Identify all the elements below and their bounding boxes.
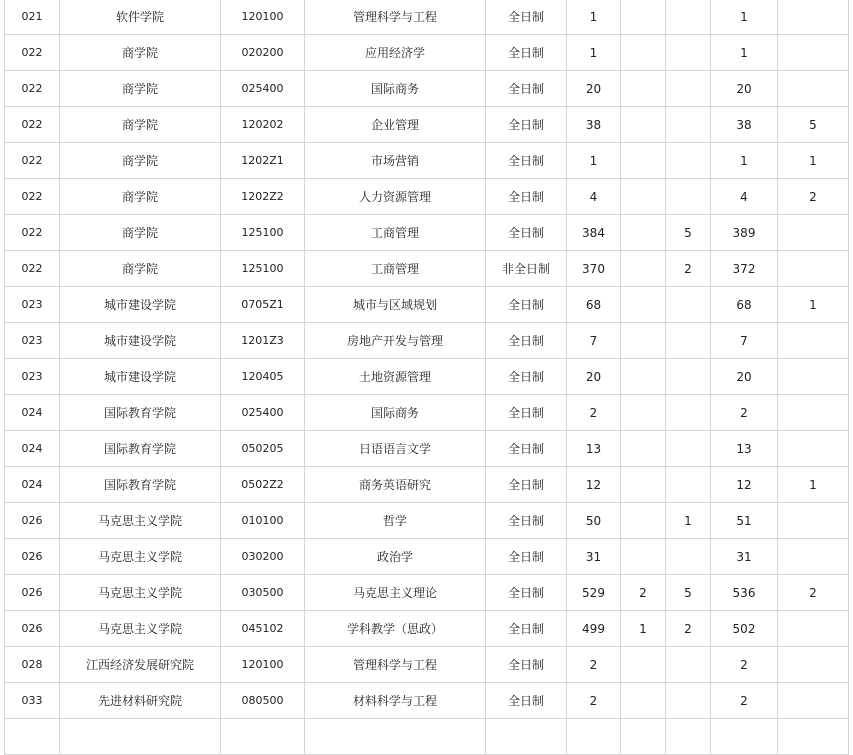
cell-major-code: 125100	[221, 251, 305, 287]
cell-extra	[778, 35, 849, 71]
cell-count-c	[666, 107, 711, 143]
cell-unit-id: 022	[5, 107, 60, 143]
cell-school: 国际教育学院	[60, 431, 221, 467]
cell-unit-id: 022	[5, 71, 60, 107]
cell-total: 51	[711, 503, 778, 539]
cell-school: 城市建设学院	[60, 359, 221, 395]
cell-school: 马克思主义学院	[60, 503, 221, 539]
table-row	[5, 719, 849, 755]
cell-school: 软件学院	[60, 0, 221, 35]
cell-study-mode: 全日制	[486, 359, 567, 395]
cell-unit-id: 026	[5, 503, 60, 539]
cell-unit-id	[5, 719, 60, 755]
cell-study-mode: 全日制	[486, 71, 567, 107]
cell-total: 4	[711, 179, 778, 215]
cell-major-name: 学科教学（思政）	[305, 611, 486, 647]
cell-count-a: 384	[567, 215, 621, 251]
cell-major-name: 应用经济学	[305, 35, 486, 71]
table-row	[5, 503, 849, 539]
cell-unit-id: 028	[5, 647, 60, 683]
cell-major-name: 政治学	[305, 539, 486, 575]
cell-count-c	[666, 683, 711, 719]
cell-unit-id: 026	[5, 611, 60, 647]
cell-unit-id: 022	[5, 143, 60, 179]
cell-count-a: 31	[567, 539, 621, 575]
cell-extra	[778, 215, 849, 251]
admissions-table	[4, 0, 849, 755]
cell-count-a: 2	[567, 395, 621, 431]
cell-count-b	[621, 503, 666, 539]
cell-count-c	[666, 719, 711, 755]
cell-school: 城市建设学院	[60, 287, 221, 323]
cell-extra	[778, 683, 849, 719]
cell-major-name: 市场营销	[305, 143, 486, 179]
cell-extra	[778, 251, 849, 287]
cell-total: 12	[711, 467, 778, 503]
cell-count-c	[666, 539, 711, 575]
cell-extra	[778, 539, 849, 575]
cell-study-mode: 全日制	[486, 467, 567, 503]
cell-count-b	[621, 719, 666, 755]
cell-count-b: 2	[621, 575, 666, 611]
cell-major-code: 125100	[221, 215, 305, 251]
cell-major-name: 哲学	[305, 503, 486, 539]
table-row	[5, 467, 849, 503]
cell-study-mode: 全日制	[486, 215, 567, 251]
cell-count-b	[621, 143, 666, 179]
table-row	[5, 611, 849, 647]
cell-major-name: 城市与区域规划	[305, 287, 486, 323]
table-row	[5, 215, 849, 251]
cell-extra: 2	[778, 575, 849, 611]
cell-unit-id: 024	[5, 395, 60, 431]
cell-total: 20	[711, 359, 778, 395]
cell-study-mode: 全日制	[486, 287, 567, 323]
cell-study-mode: 全日制	[486, 395, 567, 431]
cell-study-mode: 全日制	[486, 179, 567, 215]
cell-major-name: 管理科学与工程	[305, 647, 486, 683]
cell-count-a: 4	[567, 179, 621, 215]
cell-count-a: 1	[567, 35, 621, 71]
cell-study-mode: 全日制	[486, 539, 567, 575]
cell-total: 2	[711, 395, 778, 431]
cell-major-name: 工商管理	[305, 215, 486, 251]
cell-total: 2	[711, 647, 778, 683]
cell-count-b	[621, 71, 666, 107]
cell-study-mode: 全日制	[486, 431, 567, 467]
cell-count-a: 13	[567, 431, 621, 467]
cell-unit-id: 022	[5, 215, 60, 251]
cell-count-a: 2	[567, 647, 621, 683]
cell-major-code	[221, 719, 305, 755]
cell-school: 城市建设学院	[60, 323, 221, 359]
cell-major-name: 管理科学与工程	[305, 0, 486, 35]
table-body	[5, 0, 849, 755]
cell-extra	[778, 395, 849, 431]
cell-count-a: 68	[567, 287, 621, 323]
cell-count-a: 20	[567, 359, 621, 395]
cell-count-b	[621, 0, 666, 35]
table-row	[5, 647, 849, 683]
cell-count-b	[621, 431, 666, 467]
cell-unit-id: 021	[5, 0, 60, 35]
cell-school: 商学院	[60, 35, 221, 71]
cell-count-c	[666, 395, 711, 431]
table-row	[5, 35, 849, 71]
cell-unit-id: 022	[5, 179, 60, 215]
cell-study-mode	[486, 719, 567, 755]
cell-count-a: 38	[567, 107, 621, 143]
cell-major-code: 1201Z3	[221, 323, 305, 359]
cell-major-code: 120202	[221, 107, 305, 143]
cell-major-name: 马克思主义理论	[305, 575, 486, 611]
cell-count-c	[666, 323, 711, 359]
cell-major-code: 0705Z1	[221, 287, 305, 323]
cell-major-code: 020200	[221, 35, 305, 71]
cell-major-code: 010100	[221, 503, 305, 539]
table-row	[5, 251, 849, 287]
cell-school: 国际教育学院	[60, 395, 221, 431]
cell-count-c	[666, 647, 711, 683]
cell-major-name: 国际商务	[305, 71, 486, 107]
cell-total: 502	[711, 611, 778, 647]
cell-extra	[778, 0, 849, 35]
cell-count-b	[621, 647, 666, 683]
cell-major-name: 人力资源管理	[305, 179, 486, 215]
cell-count-c: 1	[666, 503, 711, 539]
cell-school: 商学院	[60, 251, 221, 287]
cell-study-mode: 非全日制	[486, 251, 567, 287]
cell-total: 38	[711, 107, 778, 143]
table-row	[5, 395, 849, 431]
table-row	[5, 431, 849, 467]
cell-count-b	[621, 251, 666, 287]
cell-total: 389	[711, 215, 778, 251]
cell-major-code: 080500	[221, 683, 305, 719]
cell-count-a: 1	[567, 143, 621, 179]
cell-count-a: 529	[567, 575, 621, 611]
cell-count-b	[621, 215, 666, 251]
table-row	[5, 0, 849, 35]
cell-total: 1	[711, 143, 778, 179]
cell-count-c	[666, 0, 711, 35]
cell-unit-id: 023	[5, 323, 60, 359]
cell-total: 1	[711, 35, 778, 71]
cell-unit-id: 023	[5, 287, 60, 323]
cell-count-b: 1	[621, 611, 666, 647]
cell-school: 先进材料研究院	[60, 683, 221, 719]
cell-count-c: 5	[666, 575, 711, 611]
cell-total	[711, 719, 778, 755]
cell-extra	[778, 431, 849, 467]
cell-count-c	[666, 179, 711, 215]
table-row	[5, 179, 849, 215]
cell-major-name: 房地产开发与管理	[305, 323, 486, 359]
cell-count-c	[666, 71, 711, 107]
cell-count-b	[621, 359, 666, 395]
cell-count-c	[666, 467, 711, 503]
cell-study-mode: 全日制	[486, 323, 567, 359]
cell-unit-id: 022	[5, 251, 60, 287]
cell-count-b	[621, 107, 666, 143]
cell-count-c	[666, 287, 711, 323]
cell-extra: 2	[778, 179, 849, 215]
cell-major-name: 工商管理	[305, 251, 486, 287]
cell-study-mode: 全日制	[486, 611, 567, 647]
cell-total: 20	[711, 71, 778, 107]
cell-major-code: 025400	[221, 395, 305, 431]
cell-major-code: 030200	[221, 539, 305, 575]
cell-major-code: 120405	[221, 359, 305, 395]
cell-total: 2	[711, 683, 778, 719]
table-row	[5, 323, 849, 359]
cell-total: 31	[711, 539, 778, 575]
cell-count-c	[666, 431, 711, 467]
table-row	[5, 71, 849, 107]
cell-count-a: 20	[567, 71, 621, 107]
cell-school: 商学院	[60, 215, 221, 251]
cell-major-code: 0502Z2	[221, 467, 305, 503]
cell-major-name: 企业管理	[305, 107, 486, 143]
cell-unit-id: 022	[5, 35, 60, 71]
cell-count-c: 2	[666, 611, 711, 647]
cell-study-mode: 全日制	[486, 503, 567, 539]
cell-unit-id: 024	[5, 467, 60, 503]
cell-school: 马克思主义学院	[60, 575, 221, 611]
cell-major-code: 1202Z2	[221, 179, 305, 215]
table-row	[5, 107, 849, 143]
cell-study-mode: 全日制	[486, 35, 567, 71]
cell-major-code: 050205	[221, 431, 305, 467]
cell-count-c	[666, 143, 711, 179]
table-row	[5, 683, 849, 719]
cell-count-a: 50	[567, 503, 621, 539]
cell-count-b	[621, 683, 666, 719]
cell-school: 马克思主义学院	[60, 539, 221, 575]
table-row	[5, 359, 849, 395]
cell-total: 1	[711, 0, 778, 35]
cell-total: 13	[711, 431, 778, 467]
cell-school: 国际教育学院	[60, 467, 221, 503]
cell-count-b	[621, 467, 666, 503]
cell-study-mode: 全日制	[486, 0, 567, 35]
cell-extra	[778, 323, 849, 359]
cell-total: 372	[711, 251, 778, 287]
cell-major-code: 120100	[221, 647, 305, 683]
cell-extra: 1	[778, 287, 849, 323]
cell-major-name	[305, 719, 486, 755]
cell-total: 536	[711, 575, 778, 611]
cell-count-a: 2	[567, 683, 621, 719]
cell-unit-id: 024	[5, 431, 60, 467]
cell-major-code: 045102	[221, 611, 305, 647]
cell-count-a: 499	[567, 611, 621, 647]
cell-major-code: 120100	[221, 0, 305, 35]
cell-extra	[778, 503, 849, 539]
cell-total: 68	[711, 287, 778, 323]
table-row	[5, 539, 849, 575]
cell-extra	[778, 71, 849, 107]
cell-count-b	[621, 179, 666, 215]
cell-school	[60, 719, 221, 755]
cell-major-name: 材料科学与工程	[305, 683, 486, 719]
cell-school: 马克思主义学院	[60, 611, 221, 647]
cell-extra: 1	[778, 467, 849, 503]
cell-school: 江西经济发展研究院	[60, 647, 221, 683]
cell-count-c	[666, 359, 711, 395]
cell-school: 商学院	[60, 143, 221, 179]
cell-count-a: 370	[567, 251, 621, 287]
cell-major-code: 025400	[221, 71, 305, 107]
cell-unit-id: 033	[5, 683, 60, 719]
cell-count-c: 2	[666, 251, 711, 287]
cell-school: 商学院	[60, 107, 221, 143]
cell-count-a	[567, 719, 621, 755]
cell-extra	[778, 719, 849, 755]
cell-study-mode: 全日制	[486, 107, 567, 143]
cell-major-code: 030500	[221, 575, 305, 611]
cell-count-b	[621, 287, 666, 323]
cell-extra	[778, 359, 849, 395]
cell-count-b	[621, 35, 666, 71]
cell-count-b	[621, 395, 666, 431]
cell-major-code: 1202Z1	[221, 143, 305, 179]
cell-unit-id: 023	[5, 359, 60, 395]
cell-extra: 1	[778, 143, 849, 179]
cell-count-a: 7	[567, 323, 621, 359]
cell-study-mode: 全日制	[486, 647, 567, 683]
cell-extra: 5	[778, 107, 849, 143]
cell-count-b	[621, 539, 666, 575]
cell-school: 商学院	[60, 71, 221, 107]
cell-study-mode: 全日制	[486, 683, 567, 719]
cell-total: 7	[711, 323, 778, 359]
cell-major-name: 日语语言文学	[305, 431, 486, 467]
table-row	[5, 287, 849, 323]
cell-unit-id: 026	[5, 575, 60, 611]
cell-count-c: 5	[666, 215, 711, 251]
cell-extra	[778, 647, 849, 683]
table-row	[5, 575, 849, 611]
cell-study-mode: 全日制	[486, 143, 567, 179]
cell-count-b	[621, 323, 666, 359]
cell-count-a: 1	[567, 0, 621, 35]
cell-count-c	[666, 35, 711, 71]
table-row	[5, 143, 849, 179]
cell-unit-id: 026	[5, 539, 60, 575]
cell-extra	[778, 611, 849, 647]
cell-study-mode: 全日制	[486, 575, 567, 611]
cell-major-name: 商务英语研究	[305, 467, 486, 503]
cell-count-a: 12	[567, 467, 621, 503]
cell-school: 商学院	[60, 179, 221, 215]
cell-major-name: 国际商务	[305, 395, 486, 431]
cell-major-name: 土地资源管理	[305, 359, 486, 395]
